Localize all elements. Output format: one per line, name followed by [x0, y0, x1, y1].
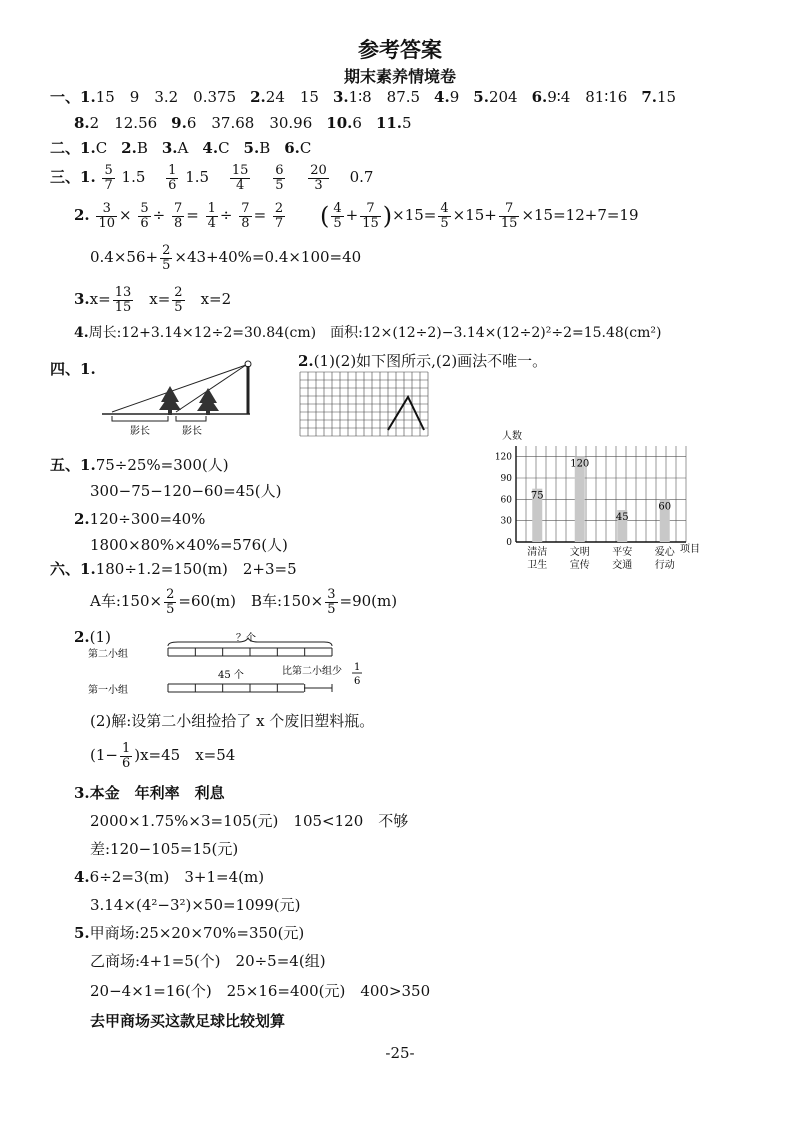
- q-num: 5.: [74, 924, 90, 942]
- diagram-question: ？个: [236, 633, 256, 644]
- fraction: $\frac{3}{10}$: [98, 200, 115, 231]
- q-num: 6.: [284, 139, 300, 157]
- answer: (1)(2)如下图所示,(2)画法不唯一。: [313, 352, 548, 370]
- fraction: $\frac{7}{8}$: [241, 200, 250, 231]
- q-num: 4.: [434, 88, 450, 106]
- fraction: $\frac{7}{15}$: [362, 200, 379, 231]
- operator: =: [253, 206, 267, 224]
- q-num: 4.: [74, 325, 89, 341]
- section4-marker: 四、1.: [50, 360, 96, 378]
- expression: ×15=: [392, 206, 437, 224]
- expression: 20−4×1=16(个) 25×16=400(元) 400>350: [90, 982, 431, 1000]
- section-marker: 六、: [50, 560, 81, 578]
- q-num: 2.: [121, 139, 137, 157]
- drawn-triangle: [388, 397, 424, 430]
- q-num: 1.: [80, 88, 96, 106]
- answer: 1∶8 87.5: [348, 88, 421, 106]
- section6-q5-line3: [90, 982, 430, 1000]
- tree-trunk: [206, 410, 210, 415]
- page-number: -25-: [385, 1044, 415, 1062]
- expression: )x=45 x=54: [134, 746, 236, 764]
- x-tick-label: 平安: [612, 547, 633, 558]
- grid-drawing: [298, 370, 434, 442]
- chart-xlabel: 项目: [680, 544, 700, 555]
- expression: 3.14×(4²−3²)×50=1099(元): [90, 896, 301, 914]
- bar-value-label: 60: [658, 501, 672, 513]
- expression: ×15=12+7=19: [521, 206, 639, 224]
- section6-q2-equation: [90, 738, 235, 772]
- y-tick-label: 120: [494, 452, 512, 463]
- section-marker: 一、: [50, 88, 81, 106]
- x-tick-label: 行动: [654, 560, 675, 571]
- expression: x=: [89, 290, 111, 308]
- expression: =60(m) B车:150×: [178, 592, 324, 610]
- x-tick-label: 宣传: [569, 560, 590, 571]
- x-tick-label: 清洁: [527, 547, 548, 558]
- q-num: 1.: [80, 456, 96, 474]
- fraction: $\frac{2}{5}$: [174, 284, 183, 315]
- section6-q5-line4: [90, 1012, 285, 1030]
- section1-line1: [50, 88, 676, 106]
- q-num: 4.: [74, 868, 90, 886]
- expression: x=: [149, 290, 171, 308]
- answer: 15 9 3.2 0.375: [95, 88, 237, 106]
- q-num: 3.: [74, 784, 90, 802]
- q-num: 4.: [202, 139, 219, 157]
- answer: 24 15: [265, 88, 319, 106]
- section6-q3-line3: [90, 840, 238, 858]
- section3-q2-line2: [90, 240, 361, 274]
- fraction: $\frac{6}{5}$: [275, 162, 284, 193]
- tree-trunk: [168, 410, 172, 415]
- q-num: 3.: [332, 88, 349, 106]
- diagram-less-text: 比第二小组少: [282, 666, 342, 677]
- x-tick-label: 卫生: [527, 560, 548, 571]
- expression: 乙商场:4+1=5(个) 20÷5=4(组): [90, 952, 326, 970]
- fraction: $\frac{5}{6}$: [140, 200, 149, 231]
- expression: ×43+40%=0.4×100=40: [174, 248, 362, 266]
- q-num: 2.: [74, 206, 90, 224]
- answer: 6: [352, 114, 362, 132]
- expression: x=2: [200, 290, 232, 308]
- section3-q4: [74, 324, 661, 342]
- expression: 300−75−120−60=45(人): [90, 482, 282, 500]
- answer: 15: [657, 88, 677, 106]
- x-tick-label: 交通: [612, 560, 633, 571]
- section-marker: 三、: [50, 168, 81, 186]
- expression: 180÷1.2=150(m) 2+3=5: [95, 560, 297, 578]
- section3-q1: [50, 160, 373, 194]
- light-ray: [112, 365, 246, 412]
- y-tick-label: 90: [500, 474, 512, 484]
- diagram-frac-num: 1: [354, 662, 361, 673]
- section6-q4-line1: [74, 868, 264, 886]
- shadow-bracket: [112, 416, 168, 421]
- operator: ÷: [152, 206, 166, 224]
- answer: 204: [488, 88, 518, 106]
- section6-q3-line2: [90, 812, 408, 830]
- fraction: $\frac{7}{15}$: [500, 200, 518, 231]
- bar-value-label: 120: [570, 458, 590, 470]
- expression: A车:150×: [90, 592, 163, 610]
- q-num: 10.: [326, 114, 353, 132]
- y-tick-label: 60: [500, 495, 512, 506]
- expression: 0.4×56+: [90, 248, 159, 266]
- answer: 6 37.68 30.96: [186, 114, 313, 132]
- x-tick-label: 文明: [569, 547, 590, 558]
- expression: 本金 年利率 利息: [89, 784, 225, 802]
- bar-value-label: 45: [615, 512, 629, 523]
- expression: ×15+: [452, 206, 497, 224]
- answer: 9∶4 81∶16: [547, 88, 628, 106]
- answer: C: [218, 139, 230, 157]
- section5-q2-line2: [90, 536, 288, 554]
- operator: ×: [119, 206, 132, 224]
- q-num: 2.: [74, 510, 90, 528]
- chart-ylabel: 人数: [502, 431, 522, 442]
- expression: 1800×80%×40%=576(人): [90, 536, 288, 554]
- grid-lines: [300, 372, 428, 436]
- section6-q2-part2: [90, 712, 374, 730]
- answer: 1.5: [185, 168, 210, 186]
- q-num: 1.: [80, 139, 96, 157]
- section2-line: [50, 139, 311, 157]
- expression: 2000×1.75%×3=105(元) 105<120 不够: [90, 812, 409, 830]
- expression: 120÷300=40%: [89, 510, 206, 528]
- fraction: $\frac{2}{5}$: [166, 586, 175, 617]
- expression: =90(m): [339, 592, 398, 610]
- expression: 6÷2=3(m) 3+1=4(m): [89, 868, 265, 886]
- y-tick-label: 0: [506, 538, 512, 548]
- segment-diagram: [88, 628, 398, 700]
- q-num: 6.: [531, 88, 548, 106]
- fraction: $\frac{1}{6}$: [168, 162, 177, 193]
- conclusion: 去甲商场买这款足球比较划算: [90, 1012, 286, 1030]
- shadow-label: 影长: [130, 426, 150, 437]
- q-num: 2.: [298, 352, 314, 370]
- answer: 1.5: [121, 168, 146, 186]
- q-num: 3.: [161, 139, 178, 157]
- operator: +: [345, 206, 359, 224]
- section-marker: 五、: [50, 456, 81, 474]
- paren: ): [382, 202, 393, 230]
- answer: 0.7: [349, 168, 374, 186]
- fraction: $\frac{2}{5}$: [162, 242, 171, 273]
- fraction: $\frac{1}{6}$: [121, 740, 131, 771]
- q-num: 7.: [641, 88, 657, 106]
- section5-q1-line1: [50, 456, 229, 474]
- x-tick-label: 爱心: [654, 547, 675, 558]
- shadow-bracket: [176, 416, 206, 421]
- section5-q2-line1: [74, 510, 205, 528]
- q-num: 1.: [80, 560, 96, 578]
- expression: 75÷25%=300(人): [95, 456, 229, 474]
- answer: 5: [402, 114, 412, 132]
- q-num: 8.: [74, 114, 90, 132]
- section-marker: 二、: [50, 139, 81, 157]
- q-num: 2.: [74, 628, 90, 646]
- answer: C: [299, 139, 312, 157]
- expression: (1−: [90, 746, 118, 764]
- expression: 周长:12+3.14×12÷2=30.84(cm) 面积:12×(12÷2)−3.14×(12÷2)²÷2=15.48(cm²): [88, 325, 662, 341]
- part-label: (1): [89, 628, 111, 646]
- fraction: $\frac{4}{5}$: [333, 200, 342, 231]
- q-num: 5.: [473, 88, 489, 106]
- section1-line2: [74, 114, 412, 132]
- diagram-label-group2: 第二小组: [88, 649, 128, 660]
- q-num: 9.: [171, 114, 187, 132]
- paren: (: [319, 202, 330, 230]
- answer: B: [259, 139, 271, 157]
- chart-xlabels: [527, 545, 676, 571]
- fraction: $\frac{13}{15}$: [114, 284, 132, 315]
- section6-q5-line1: [74, 924, 304, 942]
- fraction: $\frac{15}{4}$: [231, 162, 249, 193]
- answer: 2 12.56: [89, 114, 158, 132]
- q-num: 3.: [74, 290, 90, 308]
- fraction: $\frac{20}{3}$: [310, 162, 327, 193]
- fraction: $\frac{3}{5}$: [327, 586, 336, 617]
- answer: A: [177, 139, 189, 157]
- q-num: 5.: [243, 139, 260, 157]
- answer: 9: [449, 88, 460, 106]
- section3-q2-line1: [74, 198, 639, 233]
- segment-ticks: [168, 648, 332, 656]
- expression: 甲商场:25×20×70%=350(元): [89, 924, 305, 942]
- operator: =: [186, 206, 199, 224]
- diagram-45: 45 个: [218, 670, 244, 681]
- operator: ÷: [219, 206, 233, 224]
- section6-q3-line1: [74, 784, 225, 802]
- section6-q1-line1: [50, 560, 297, 578]
- q-num: 1.: [80, 168, 96, 186]
- page-subtitle: 期末素养情境卷: [343, 67, 456, 86]
- section4-q2: [298, 352, 547, 370]
- bar-value-label: 75: [530, 490, 544, 502]
- fraction: $\frac{4}{5}$: [440, 200, 449, 231]
- y-tick-label: 30: [500, 516, 512, 527]
- chart-yticks: [495, 453, 512, 548]
- shadow-diagram: [100, 358, 260, 438]
- q-num: 11.: [375, 114, 403, 132]
- fraction: $\frac{1}{4}$: [207, 200, 216, 231]
- section3-q3: [74, 282, 231, 316]
- section6-q5-line2: [90, 952, 326, 970]
- section5-q1-line2: [90, 482, 282, 500]
- q-num: 2.: [250, 88, 266, 106]
- bar-chart: [480, 428, 710, 578]
- fraction: $\frac{5}{7}$: [104, 162, 113, 193]
- fraction: $\frac{7}{8}$: [174, 200, 183, 231]
- diagram-frac-den: 6: [354, 676, 361, 687]
- fraction: $\frac{2}{7}$: [274, 200, 284, 231]
- shadow-label: 影长: [182, 426, 202, 437]
- section6-q1-line2: [90, 584, 397, 618]
- expression: 差:120−105=15(元): [90, 840, 239, 858]
- expression: (2)解:设第二小组捡拾了 x 个废旧塑料瓶。: [90, 712, 375, 730]
- page-title: 参考答案: [358, 37, 442, 62]
- answer: C: [95, 139, 108, 157]
- answer: B: [136, 139, 148, 157]
- section6-q4-line2: [90, 896, 300, 914]
- diagram-label-group1: 第一小组: [88, 685, 128, 696]
